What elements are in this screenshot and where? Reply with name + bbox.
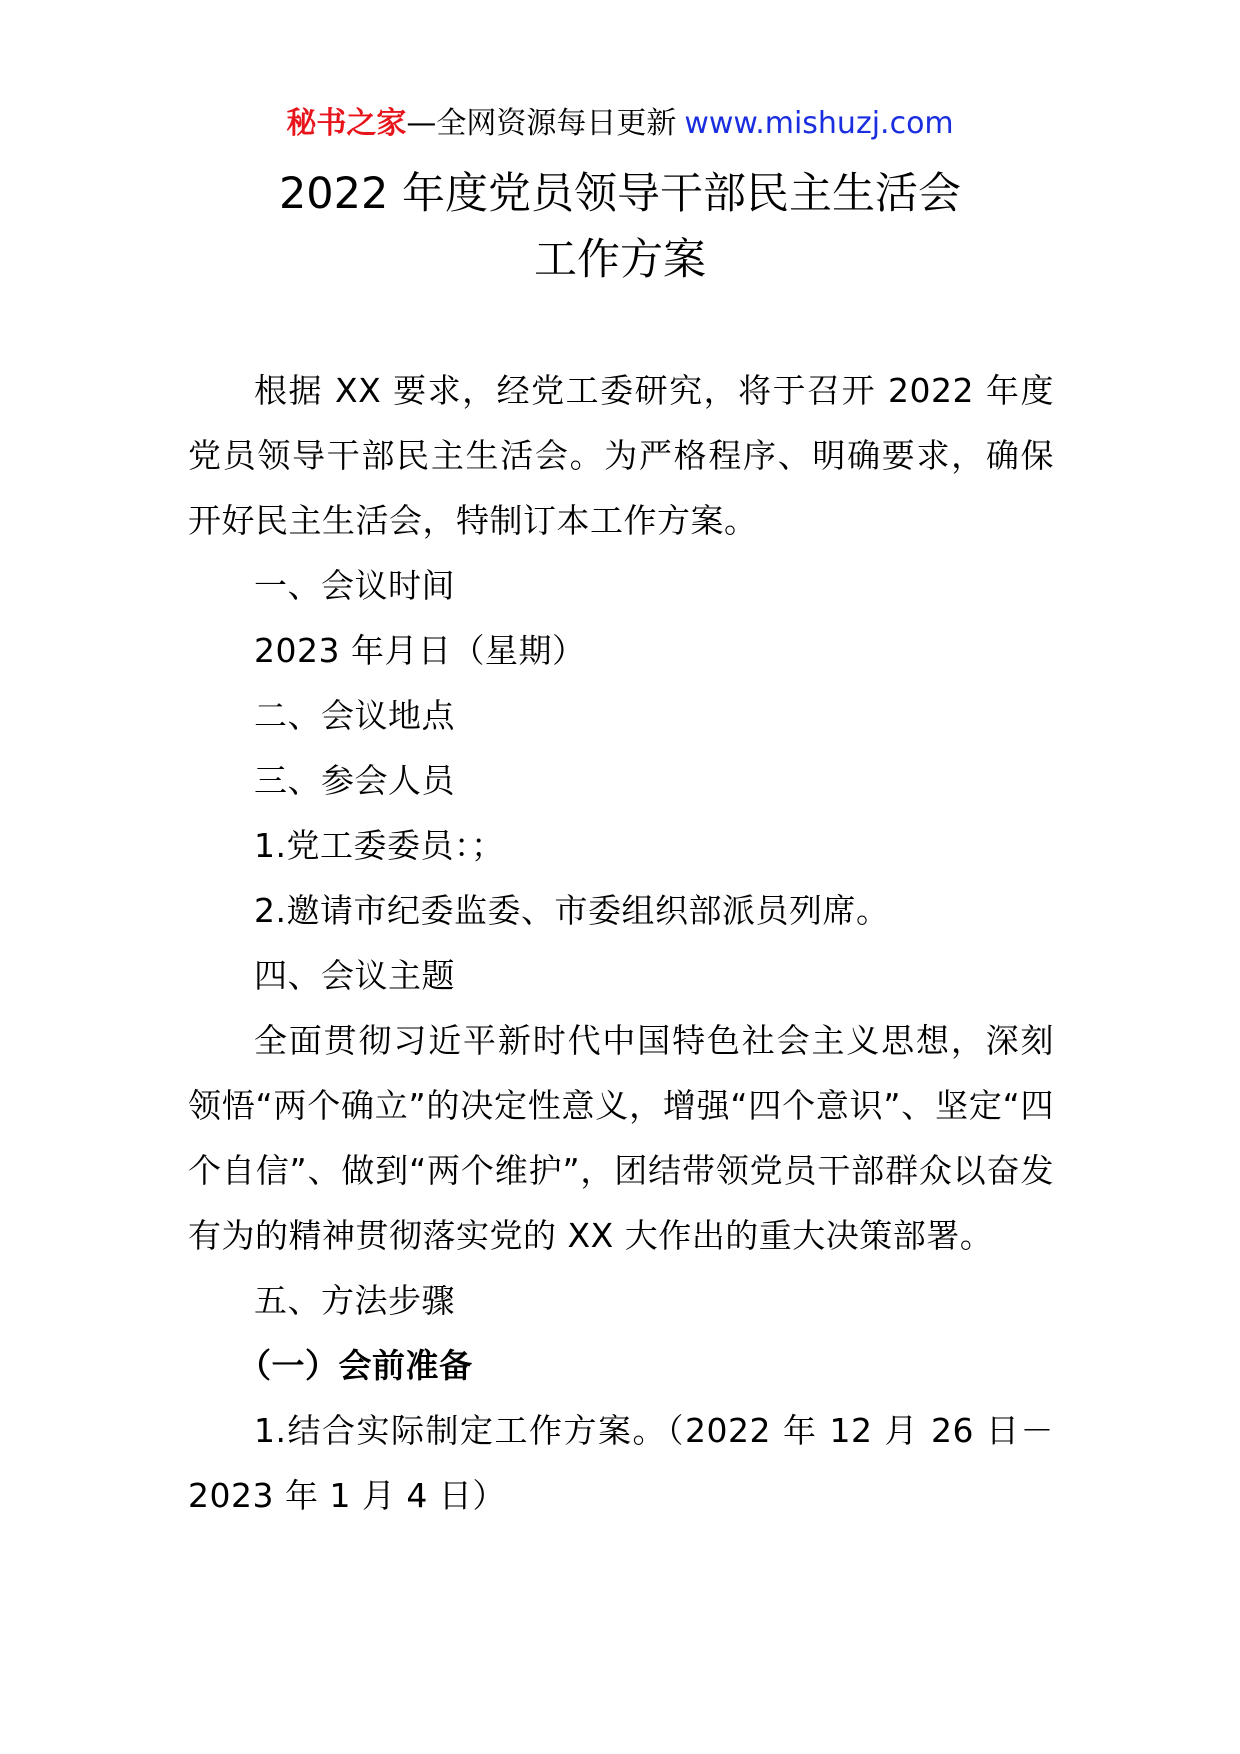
section-heading-meeting-time: 一、会议时间 — [254, 566, 455, 605]
theme-paragraph: 全面贯彻习近平新时代中国特色社会主义思想，深刻领悟“两个确立”的决定性意义，增强“四个意识”、坚定“四个自信”、做到“两个维护”，团结带领党员干部群众以奋发有为的精神贯彻落实党的 XX 大作出的重大决策部署。 — [188, 1021, 1054, 1255]
attendees-item-2: 2.邀请市纪委监委、市委组织部派员列席。 — [254, 891, 890, 930]
section-heading-theme: 四、会议主题 — [254, 956, 455, 995]
section-heading-meeting-place: 二、会议地点 — [254, 696, 455, 735]
document-body — [188, 358, 1054, 1528]
section-heading-attendees: 三、参会人员 — [254, 761, 455, 800]
document-title-line-1: 2022 年度党员领导干部民主生活会 — [278, 169, 962, 219]
preparation-item-1: 1.结合实际制定工作方案。（2022 年 12 月 26 日－2023 年 1 月 4 日） — [188, 1411, 1054, 1515]
meeting-time-value: 2023 年月日（星期） — [254, 631, 586, 670]
subsection-heading-preparation: （一）会前准备 — [238, 1346, 473, 1385]
document-title-line-2: 工作方案 — [534, 235, 706, 285]
banner-slogan: —全网资源每日更新 — [406, 106, 677, 141]
banner-url-link[interactable]: www.mishuzj.com — [684, 106, 954, 141]
site-banner — [0, 104, 1240, 144]
section-heading-steps: 五、方法步骤 — [254, 1281, 455, 1320]
banner-brand: 秘书之家 — [286, 106, 407, 141]
attendees-item-1: 1.党工委委员：； — [254, 826, 505, 865]
intro-paragraph: 根据 XX 要求，经党工委研究，将于召开 2022 年度党员领导干部民主生活会。为严格程序、明确要求，确保开好民主生活会，特制订本工作方案。 — [188, 371, 1054, 540]
